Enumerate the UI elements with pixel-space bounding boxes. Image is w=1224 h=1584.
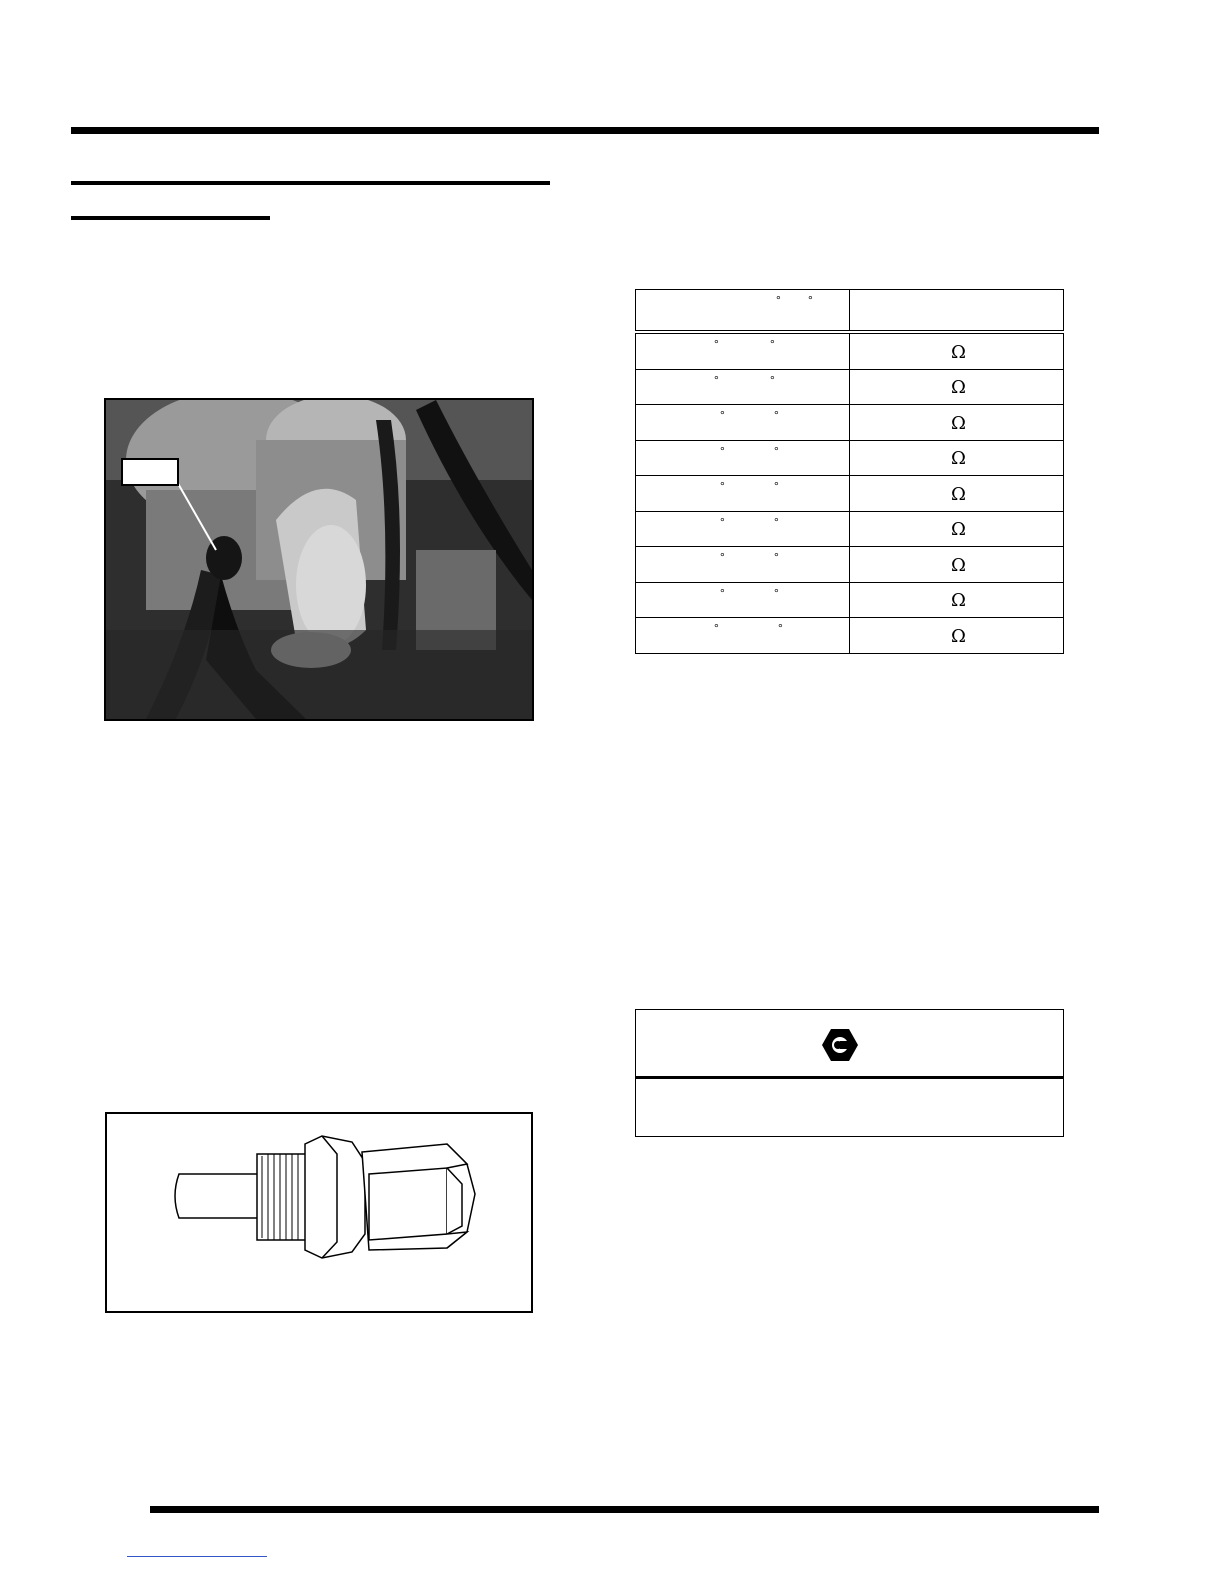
resistance-cell: [850, 618, 1064, 654]
engine-coolant-sensor-photo: [104, 398, 534, 721]
table-row: [636, 440, 1064, 476]
torque-box-divider: [636, 1076, 1063, 1079]
ohm-symbol: Ω: [951, 412, 966, 434]
temp-cell: [636, 332, 850, 369]
degree-mark: °: [778, 621, 783, 635]
resistance-cell: [850, 582, 1064, 618]
table-row: [636, 618, 1064, 654]
temp-cell: [636, 582, 850, 618]
degree-mark: °: [720, 479, 725, 493]
ohm-symbol: Ω: [951, 377, 966, 399]
header-rule: [71, 127, 1099, 134]
table-header-row: [636, 290, 1064, 333]
degree-mark: °: [720, 443, 725, 458]
degree-mark: °: [770, 372, 775, 387]
temp-cell: [636, 511, 850, 547]
table-row: [636, 476, 1064, 512]
torque-wrench-icon: [821, 1028, 859, 1062]
degree-mark: °: [774, 550, 779, 564]
table-row: [636, 332, 1064, 369]
temp-cell: [636, 440, 850, 476]
resistance-table: [635, 289, 1064, 654]
degree-mark: °: [774, 585, 779, 600]
ohm-symbol: Ω: [951, 590, 966, 612]
temp-cell: [636, 476, 850, 512]
temp-cell: [636, 369, 850, 405]
table-row: [636, 405, 1064, 441]
ohm-symbol: Ω: [951, 341, 966, 363]
degree-mark: °: [720, 408, 725, 422]
table-row: [636, 369, 1064, 405]
resistance-cell: [850, 440, 1064, 476]
engine-photo-drawing: [106, 400, 532, 719]
temp-cell: [636, 547, 850, 583]
degree-mark: °: [714, 337, 719, 351]
degree-mark: °: [720, 550, 725, 564]
resistance-cell: [850, 476, 1064, 512]
footer-link[interactable]: [127, 1556, 267, 1557]
temp-cell: [636, 405, 850, 441]
resistance-cell: [850, 405, 1064, 441]
degree-mark: °: [808, 293, 813, 307]
degree-mark: °: [770, 337, 775, 351]
ohm-symbol: Ω: [951, 448, 966, 470]
resistance-cell: [850, 369, 1064, 405]
sensor-illustration: [107, 1114, 531, 1311]
section-heading-underline: [71, 181, 550, 185]
resistance-cell: [850, 332, 1064, 369]
section-heading-underline-2: [71, 216, 270, 220]
ohm-symbol: Ω: [951, 519, 966, 541]
degree-mark: °: [774, 479, 779, 493]
resistance-cell: [850, 547, 1064, 583]
header-resistance-cell: [850, 290, 1064, 333]
table-row: [636, 511, 1064, 547]
degree-mark: °: [720, 585, 725, 600]
degree-mark: °: [776, 293, 781, 307]
ohm-symbol: Ω: [951, 554, 966, 576]
table-row: [636, 547, 1064, 583]
temp-cell: [636, 618, 850, 654]
footer-rule: [150, 1506, 1099, 1513]
temperature-sensor-drawing: [105, 1112, 533, 1313]
ohm-symbol: Ω: [951, 625, 966, 647]
figure-callout-label: [121, 458, 179, 486]
torque-spec-box: [635, 1009, 1064, 1137]
resistance-cell: [850, 511, 1064, 547]
degree-mark: °: [774, 408, 779, 422]
header-temp-cell: [636, 290, 850, 333]
degree-mark: °: [774, 514, 779, 529]
degree-mark: °: [714, 621, 719, 635]
degree-mark: °: [714, 372, 719, 387]
degree-mark: °: [720, 514, 725, 529]
ohm-symbol: Ω: [951, 483, 966, 505]
degree-mark: °: [774, 443, 779, 458]
table-row: [636, 582, 1064, 618]
